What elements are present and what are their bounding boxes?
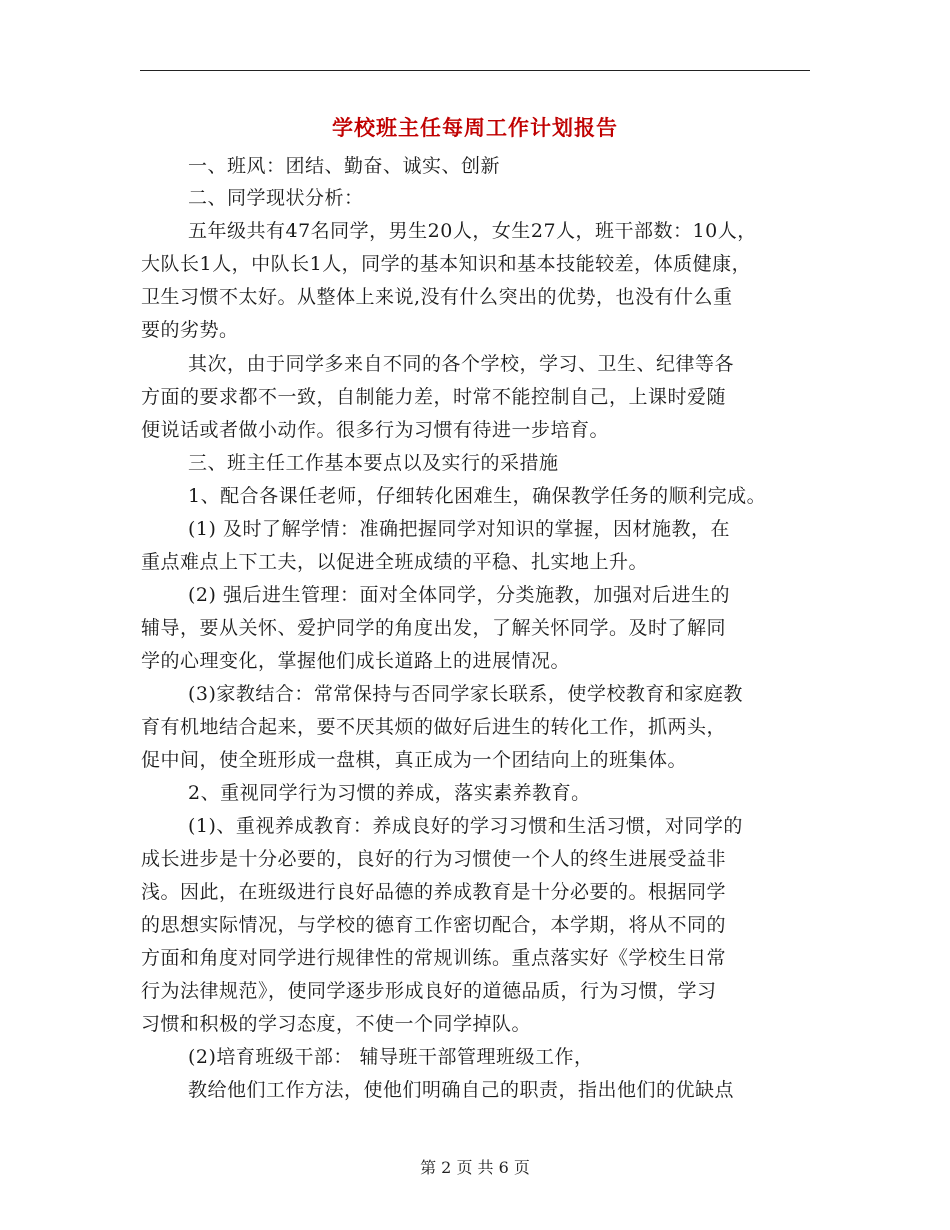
body-line: 便说话或者做小动作。很多行为习惯有待进一步培育。 xyxy=(141,419,610,441)
body-line: 的思想实际情况，与学校的德育工作密切配合，本学期，将从不同的 xyxy=(141,914,727,936)
body-line: (2) 强后进生管理：面对全体同学，分类施教，加强对后进生的 xyxy=(188,584,730,606)
page-footer: 第 2 页 共 6 页 xyxy=(420,1158,530,1177)
body-line: 促中间，使全班形成一盘棋，真正成为一个团结向上的班集体。 xyxy=(141,749,688,771)
body-line: 五年级共有47名同学，男生20人，女生27人，班干部数：10人， xyxy=(188,220,757,242)
body-line: 要的劣势。 xyxy=(141,319,239,341)
body-line: 辅导，要从关怀、爱护同学的角度出发，了解关怀同学。及时了解同 xyxy=(141,617,727,639)
body-line: (2)培育班级干部： 辅导班干部管理班级工作， xyxy=(188,1046,594,1068)
body-line: 重点难点上下工夫，以促进全班成绩的平稳、扎实地上升。 xyxy=(141,551,649,573)
document-title: 学校班主任每周工作计划报告 xyxy=(332,115,618,140)
body-line: 卫生习惯不太好。从整体上来说,没有什么突出的优势，也没有什么重 xyxy=(141,286,733,308)
body-line: 2、重视同学行为习惯的养成，落实素养教育。 xyxy=(188,782,591,804)
body-line: 习惯和积极的学习态度，不使一个同学掉队。 xyxy=(141,1013,532,1035)
body-line: 1、配合各课任老师，仔细转化困难生，确保教学任务的顺利完成。 xyxy=(188,485,767,507)
body-line: 方面和角度对同学进行规律性的常规训练。重点落实好《学校生日常 xyxy=(141,947,727,969)
header-rule xyxy=(140,70,810,71)
body-line: (3)家教结合：常常保持与否同学家长联系，使学校教育和家庭教 xyxy=(188,683,743,705)
body-line: 大队长1人，中队长1人，同学的基本知识和基本技能较差，体质健康， xyxy=(141,253,752,275)
body-line: (1)、重视养成教育：养成良好的学习习惯和生活习惯，对同学的 xyxy=(188,815,743,837)
body-line: (1) 及时了解学情：准确把握同学对知识的掌握，因材施教，在 xyxy=(188,518,730,540)
body-line: 教给他们工作方法，使他们明确自己的职责，指出他们的优缺点 xyxy=(188,1079,735,1101)
body-line: 行为法律规范》，使同学逐步形成良好的道德品质，行为习惯，学习 xyxy=(141,980,717,1002)
body-line: 成长进步是十分必要的，良好的行为习惯使一个人的终生进展受益非 xyxy=(141,848,727,870)
body-line: 三、班主任工作基本要点以及实行的采措施 xyxy=(188,452,559,474)
body-line: 其次，由于同学多来自不同的各个学校，学习、卫生、纪律等各 xyxy=(188,353,735,375)
body-line: 育有机地结合起来，要不厌其烦的做好后进生的转化工作，抓两头， xyxy=(141,716,727,738)
body-line: 一、班风：团结、勤奋、诚实、创新 xyxy=(188,155,501,177)
body-line: 方面的要求都不一致，自制能力差，时常不能控制自己，上课时爱随 xyxy=(141,386,727,408)
body-line: 二、同学现状分析： xyxy=(188,187,364,209)
body-line: 浅。因此，在班级进行良好品德的养成教育是十分必要的。根据同学 xyxy=(141,881,727,903)
body-line: 学的心理变化，掌握他们成长道路上的进展情况。 xyxy=(141,650,571,672)
